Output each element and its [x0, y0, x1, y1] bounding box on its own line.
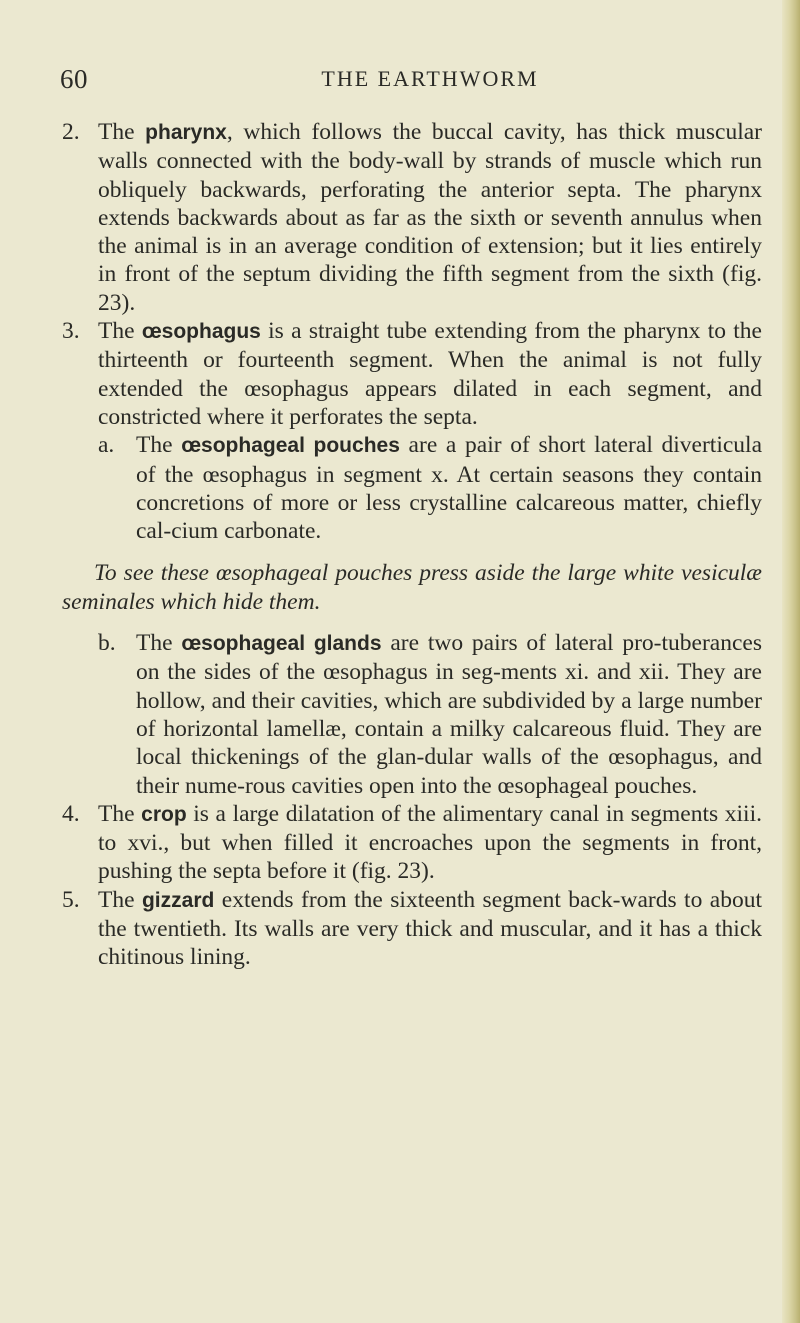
- page-number: 60: [60, 64, 88, 94]
- item-number: 2.: [62, 119, 80, 145]
- item-text: is a large dilatation of the alimentary canal in segments xiii. to xvi., but when filled it encroaches upon the segments in front, pushing the septa before it (fig. 23).: [98, 800, 762, 885]
- item-number: b.: [98, 630, 116, 657]
- item-lead: The: [136, 630, 182, 657]
- item-number: a.: [98, 432, 115, 459]
- item-term: pharynx: [145, 121, 227, 144]
- page-header: [60, 64, 760, 104]
- item-text: , which follows the buccal cavity, has thick muscular walls connected with the body-wall by strands of muscle which run obliquely backwards, perforating the anterior septa. The pharynx extends backwards about as far as the sixth or seventh annulus when the animal is in an average condition of extension; but it lies entirely in front of the septum dividing the fifth segment from the sixth (fig. 23).: [98, 119, 762, 316]
- item-text: extends from the sixteenth segment back-wards to about the twentieth. Its walls are very thick and muscular, and it has a thick chitinous lining.: [98, 886, 762, 971]
- item-term: crop: [141, 802, 187, 826]
- running-head: THE EARTHWORM: [321, 66, 539, 91]
- item-number: 5.: [62, 886, 80, 913]
- item-lead: The: [98, 318, 142, 345]
- item-term: œsophageal pouches: [181, 434, 400, 458]
- item-lead: The: [98, 886, 142, 913]
- body-text: [62, 118, 762, 972]
- item-number: 4.: [62, 800, 80, 827]
- item-text: is a straight tube extending from the pharynx to the thirteenth or fourteenth segment. When the animal is not fully extended the œsophagus appears dilated in each segment, and constricted where it perforates the septa.: [98, 318, 762, 430]
- list-item-gizzard: [62, 886, 762, 972]
- item-text: are a pair of short lateral diverticula of the œsophagus in segment x. At certain seasons they contain concretions of more or less crystalline calcareous matter, chiefly cal-cium carbonate.: [136, 432, 762, 545]
- page-edge-shadow: [782, 0, 800, 1323]
- item-term: gizzard: [141, 888, 215, 912]
- italic-instruction-note: To see these œsophageal pouches press aside the large white vesiculæ seminales which hide them.: [62, 560, 762, 615]
- item-text: are two pairs of lateral pro-tuberances on the sides of the œsophagus in seg-ments xi. and xii. They are hollow, and their cavities, which are subdivided by a large number of horizontal lamellæ, contain a milky calcareous fluid. They are local thickenings of the glan-dular walls of the œsophagus, and their nume-rous cavities open into the œsophageal pouches.: [136, 630, 762, 799]
- item-term: œsophagus: [141, 320, 261, 344]
- list-item-crop: [62, 800, 762, 886]
- item-lead: The: [136, 432, 182, 459]
- list-item-pharynx: [62, 118, 762, 317]
- item-lead: The: [98, 119, 146, 145]
- item-lead: The: [98, 800, 142, 827]
- list-item-oesophagus: [62, 317, 762, 431]
- item-term: œsophageal glands: [181, 632, 382, 656]
- item-number: 3.: [62, 318, 80, 345]
- list-item-oesophageal-pouches: [62, 431, 762, 545]
- list-item-oesophageal-glands: [62, 629, 762, 800]
